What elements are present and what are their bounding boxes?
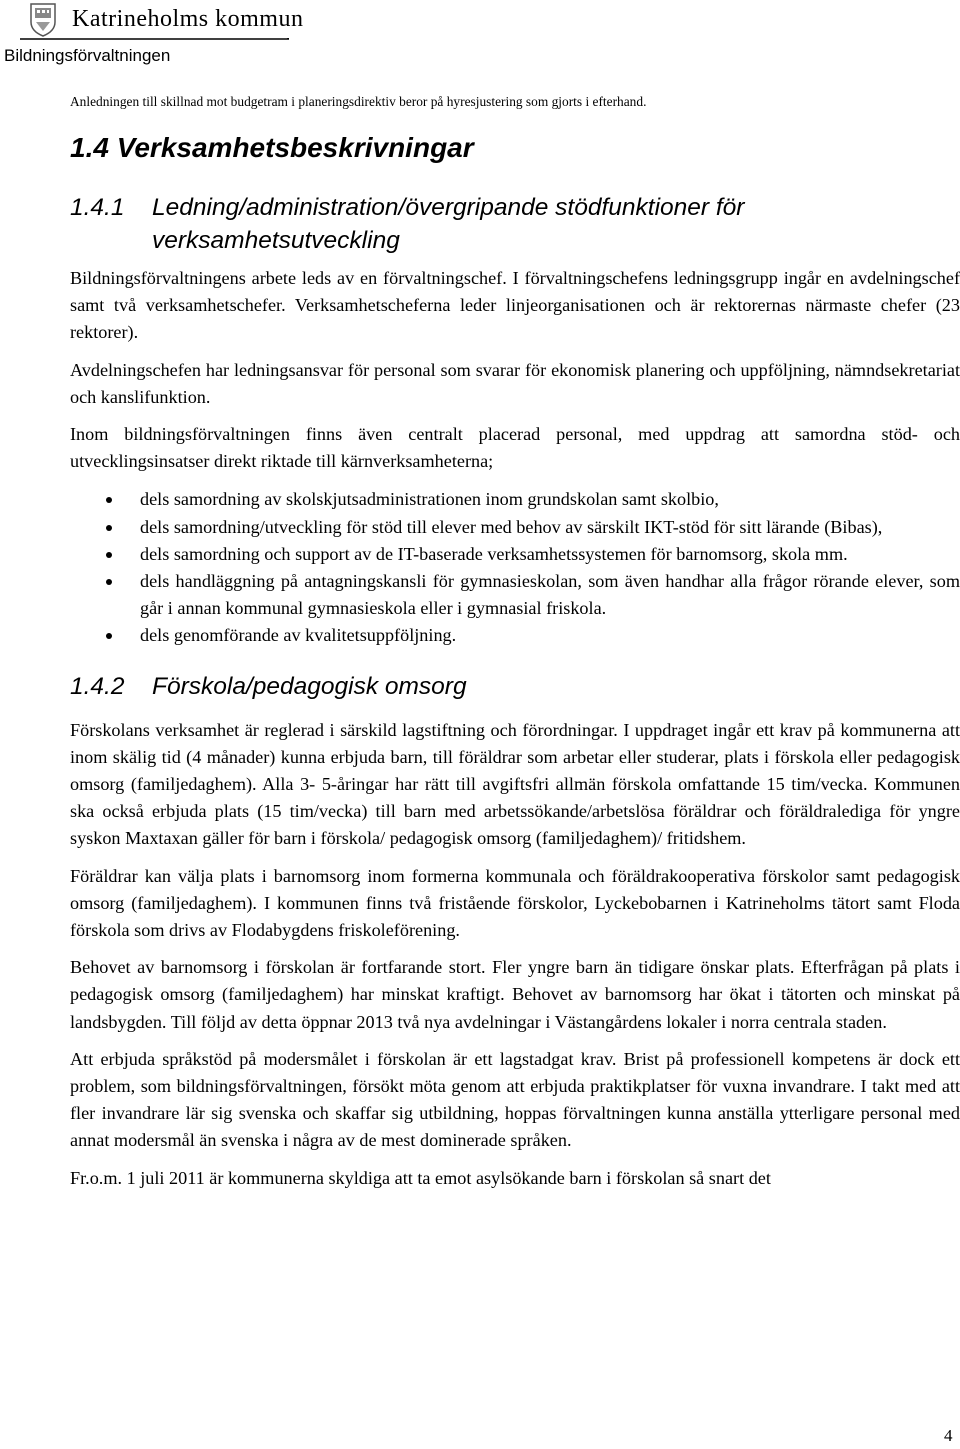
page-header xyxy=(0,0,960,80)
list-item: dels samordning av skolskjutsadministrationen inom grundskolan samt skolbio, xyxy=(70,486,960,513)
paragraph: Att erbjuda språkstöd på modersmålet i förskolan är ett lagstadgat krav. Brist på professionell kompetens är dock ett problem, som bildningsförvaltningen, försökt möta genom att erbjuda praktikplatser för vuxna invandrare. I takt med att fler invandrare lär sig svenska och skaffar sig utbildning, hoppas förvaltningen kunna anställa ytterligare personal med annat modersmål än svenska i några av de mest dominerade språken. xyxy=(70,1048,960,1151)
department-name: Bildningsförvaltningen xyxy=(4,46,171,65)
org-name: Katrineholms kommun xyxy=(72,6,304,32)
header-rule xyxy=(4,38,289,44)
subsection-number: 1.4.1 xyxy=(70,194,125,221)
list-item: dels samordning och support av de IT-baserade verksamhetssystemen för barnomsorg, skola mm. xyxy=(70,541,960,568)
paragraph: Fr.o.m. 1 juli 2011 är kommunerna skyldiga att ta emot asylsökande barn i förskolan så snart det xyxy=(70,1167,771,1188)
subsection-number: 1.4.2 xyxy=(70,672,125,700)
paragraph: Förskolans verksamhet är reglerad i särskild lagstiftning och förordningar. I uppdraget ingår ett krav på kommunerna att inom skälig tid (4 månader) kunna erbjuda barn, till föräldrar som arbetar eller studerar, plats i förskola eller pedagogisk omsorg (familjedaghem). Alla 3- 5-åringar har rätt till avgiftsfri allmän förskola omfattande 15 tim/vecka. Kommunen ska också erbjuda plats (15 tim/vecka) till barn med arbetssökande/arbetslösa föräldrar och föräldralediga för yngre syskon Maxtaxan gäller för barn i förskola/ pedagogisk omsorg (familjedaghem)/ fritidshem. xyxy=(70,719,960,849)
paragraph: Föräldrar kan välja plats i barnomsorg inom formerna kommunala och föräldrakooperativa förskolor samt pedagogisk omsorg (familjedaghem). I kommunen finns två fristående förskolor, Lyckebobarnen i Katrineholms tätort samt Floda förskola som drivs av Flodabygdens friskoleförening. xyxy=(70,865,960,941)
section-number: 1.4 xyxy=(70,132,109,163)
list-item: dels handläggning på antagningskansli för gymnasieskolan, som även handhar alla frågor rörande elever, som går i annan kommunal gymnasieskola eller i gymnasial friskola. xyxy=(70,568,960,622)
budget-note: Anledningen till skillnad mot budgetram i planeringsdirektiv beror på hyresjustering som gjorts i efterhand. xyxy=(70,94,647,109)
bullet-icon xyxy=(106,552,112,558)
subsection-title: Förskola/pedagogisk omsorg xyxy=(152,672,467,700)
bullet-list xyxy=(70,486,960,649)
main-content xyxy=(70,128,960,1192)
bullet-icon xyxy=(106,497,112,503)
page-number: 4 xyxy=(944,1426,953,1445)
municipality-coat-of-arms-icon xyxy=(28,2,58,38)
list-item: dels samordning/utveckling för stöd till elever med behov av särskilt IKT-stöd för sitt lärande (Bibas), xyxy=(70,514,960,541)
paragraph: Avdelningschefen har ledningsansvar för personal som svarar för ekonomisk planering och uppföljning, nämndsekretariat och kanslifunktion. xyxy=(70,359,960,407)
bullet-icon xyxy=(106,633,112,639)
paragraph: Inom bildningsförvaltningen finns även centralt placerad personal, med uppdrag att samordna stöd- och utvecklingsinsatser direkt riktade till kärnverksamheterna; xyxy=(70,424,960,472)
bullet-icon xyxy=(106,525,112,531)
paragraph: Behovet av barnomsorg i förskolan är fortfarande stort. Fler yngre barn än tidigare önskar plats. Efterfrågan på plats i pedagogisk omsorg (familjedaghem) har minskat kraftigt. Behovet av barnomsorg har ökat i tätorten och minskat på landsbygden. Till följd av detta öppnar 2013 två nya avdelningar i Västangårdens lokaler i norra centrala staden. xyxy=(70,957,960,1032)
bullet-icon xyxy=(106,579,112,585)
list-item: dels genomförande av kvalitetsuppföljning. xyxy=(70,622,960,649)
subsection-heading-1 xyxy=(70,191,960,257)
subsection-heading-2 xyxy=(70,670,960,703)
section-heading xyxy=(70,128,960,168)
section-title: Verksamhetsbeskrivningar xyxy=(116,132,474,163)
paragraph: Bildningsförvaltningens arbete leds av en förvaltningschef. I förvaltningschefens ledningsgrupp ingår en avdelningschef samt två verksamhetschefer. Verksamhetscheferna leder linjeorganisationen och är rektorernas närmaste chefer (23 rektorer). xyxy=(70,268,960,343)
subsection-title: Ledning/administration/övergripande stödfunktioner för verksamhetsutveckling xyxy=(152,194,745,254)
